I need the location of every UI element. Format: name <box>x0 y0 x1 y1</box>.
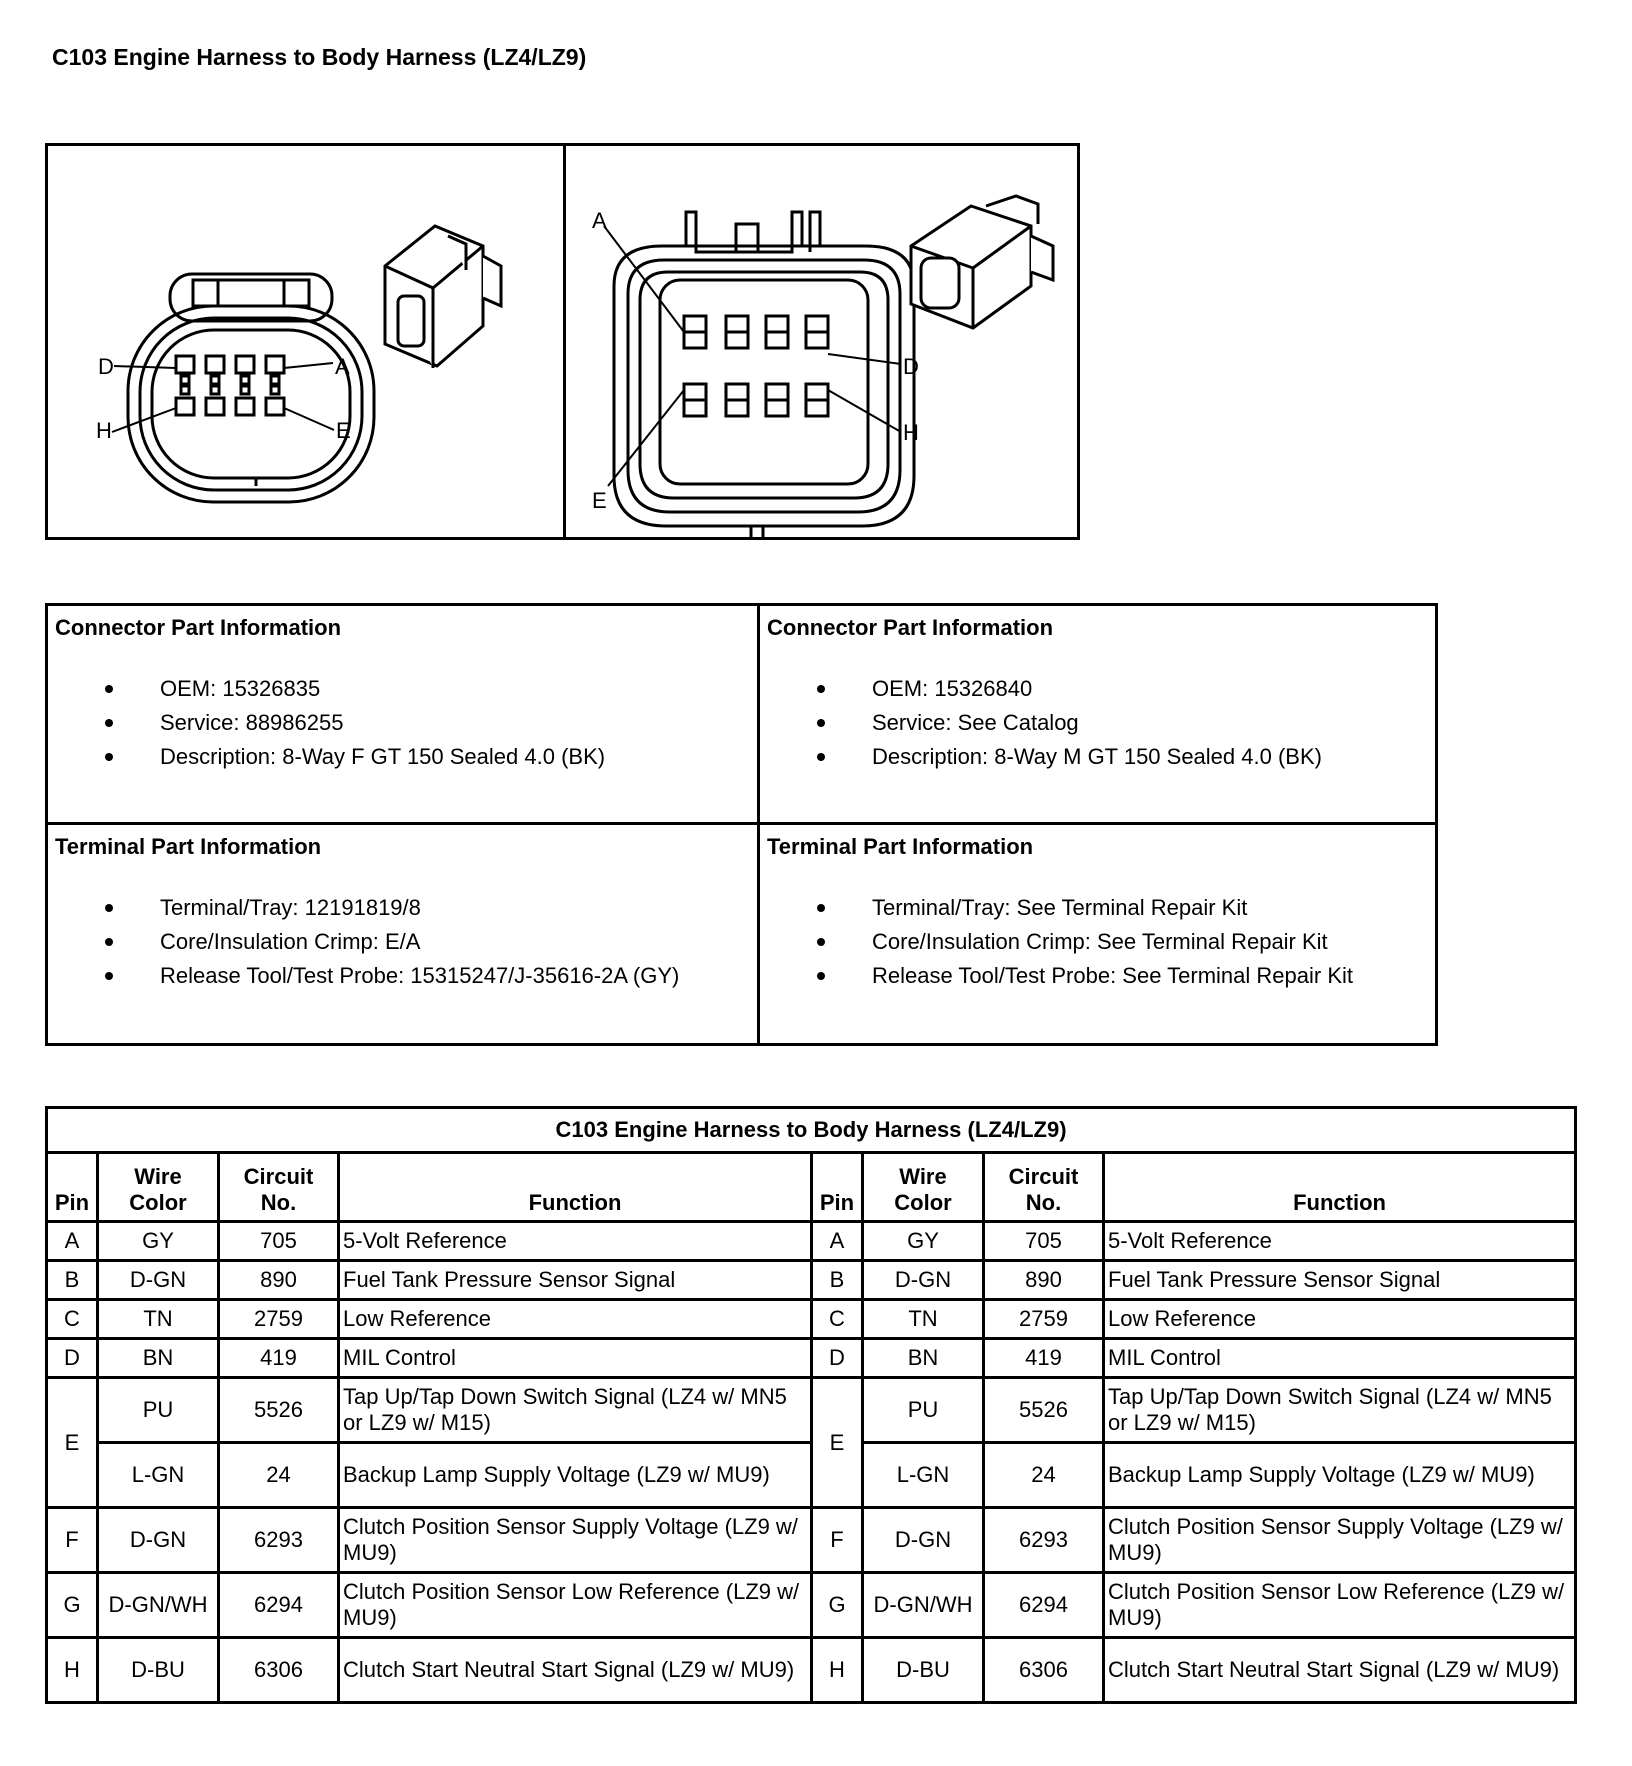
label-d: D <box>98 354 114 379</box>
circuit-cell: 5526 <box>984 1378 1104 1443</box>
pin-cell: C <box>812 1300 863 1339</box>
connector-illustration <box>45 143 1080 540</box>
list-item: Terminal/Tray: See Terminal Repair Kit <box>817 891 1353 925</box>
function-cell: Fuel Tank Pressure Sensor Signal <box>339 1261 812 1300</box>
label-e: E <box>592 488 607 513</box>
function-cell: 5-Volt Reference <box>339 1222 812 1261</box>
table-row <box>47 1339 1576 1378</box>
pin-header: Pin <box>812 1153 863 1222</box>
label-h: H <box>903 420 919 445</box>
pin-cell: B <box>812 1261 863 1300</box>
wire-color-cell: GY <box>863 1222 984 1261</box>
function-cell: Backup Lamp Supply Voltage (LZ9 w/ MU9) <box>339 1443 812 1508</box>
wire-color-cell: D-GN <box>863 1261 984 1300</box>
wire-color-header: Wire Color <box>863 1153 984 1222</box>
function-cell: 5-Volt Reference <box>1104 1222 1576 1261</box>
pin-cell: F <box>47 1508 98 1573</box>
female-connector-face <box>48 146 563 537</box>
wire-color-cell: L-GN <box>98 1443 219 1508</box>
pin-cell: A <box>47 1222 98 1261</box>
list-item: Release Tool/Test Probe: See Terminal Repair Kit <box>817 959 1353 993</box>
left-connector-info <box>48 606 757 822</box>
table-row <box>47 1300 1576 1339</box>
right-terminal-info <box>760 825 1435 1043</box>
table-header-row <box>47 1153 1576 1222</box>
wire-color-cell: D-BU <box>98 1638 219 1703</box>
page-title: C103 Engine Harness to Body Harness (LZ4/LZ9) <box>52 44 587 70</box>
table-caption: C103 Engine Harness to Body Harness (LZ4/LZ9) <box>47 1108 1576 1153</box>
circuit-cell: 6293 <box>984 1508 1104 1573</box>
pin-cell: D <box>812 1339 863 1378</box>
circuit-cell: 24 <box>219 1443 339 1508</box>
male-connector-face <box>566 146 1081 537</box>
connector-info-list <box>105 672 605 774</box>
terminal-info-list <box>105 891 679 993</box>
wire-color-cell: L-GN <box>863 1443 984 1508</box>
function-cell: Fuel Tank Pressure Sensor Signal <box>1104 1261 1576 1300</box>
pin-cell: E <box>47 1378 98 1508</box>
wire-color-cell: GY <box>98 1222 219 1261</box>
list-item: Description: 8-Way M GT 150 Sealed 4.0 (BK) <box>817 740 1322 774</box>
function-cell: Backup Lamp Supply Voltage (LZ9 w/ MU9) <box>1104 1443 1576 1508</box>
pin-cell: H <box>812 1638 863 1703</box>
circuit-cell: 2759 <box>984 1300 1104 1339</box>
wire-color-cell: D-BU <box>863 1638 984 1703</box>
label-h: H <box>96 418 112 443</box>
table-row <box>47 1573 1576 1638</box>
table-row <box>47 1443 1576 1508</box>
circuit-cell: 705 <box>219 1222 339 1261</box>
female-connector-perspective <box>385 226 501 368</box>
function-cell: Low Reference <box>1104 1300 1576 1339</box>
list-item: Terminal/Tray: 12191819/8 <box>105 891 679 925</box>
label-d: D <box>903 354 919 379</box>
table-row <box>47 1378 1576 1443</box>
circuit-header: Circuit No. <box>984 1153 1104 1222</box>
wire-color-cell: D-GN/WH <box>863 1573 984 1638</box>
circuit-cell: 705 <box>984 1222 1104 1261</box>
list-item: Release Tool/Test Probe: 15315247/J-35616-2A (GY) <box>105 959 679 993</box>
connector-info-heading: Connector Part Information <box>55 615 342 640</box>
circuit-cell: 890 <box>219 1261 339 1300</box>
pin-cell: D <box>47 1339 98 1378</box>
function-cell: Tap Up/Tap Down Switch Signal (LZ4 w/ MN5 or LZ9 w/ M15) <box>1104 1378 1576 1443</box>
connector-info-list <box>817 672 1322 774</box>
right-connector-info <box>760 606 1435 822</box>
list-item: Service: See Catalog <box>817 706 1322 740</box>
circuit-cell: 6294 <box>219 1573 339 1638</box>
function-cell: Clutch Position Sensor Low Reference (LZ9 w/ MU9) <box>339 1573 812 1638</box>
circuit-cell: 890 <box>984 1261 1104 1300</box>
pin-header: Pin <box>47 1153 98 1222</box>
terminal-info-list <box>817 891 1353 993</box>
function-cell: Clutch Start Neutral Start Signal (LZ9 w/ MU9) <box>339 1638 812 1703</box>
function-cell: Low Reference <box>339 1300 812 1339</box>
circuit-cell: 6306 <box>219 1638 339 1703</box>
list-item: OEM: 15326835 <box>105 672 605 706</box>
label-a: A <box>592 208 607 233</box>
table-row <box>47 1638 1576 1703</box>
function-cell: Clutch Position Sensor Supply Voltage (LZ9 w/ MU9) <box>339 1508 812 1573</box>
terminal-info-heading: Terminal Part Information <box>55 834 322 859</box>
table-row <box>47 1261 1576 1300</box>
wire-color-cell: D-GN <box>863 1508 984 1573</box>
part-information-grid <box>45 603 1438 1046</box>
circuit-cell: 6306 <box>984 1638 1104 1703</box>
label-e: E <box>336 418 351 443</box>
wire-color-cell: BN <box>863 1339 984 1378</box>
circuit-header: Circuit No. <box>219 1153 339 1222</box>
circuit-cell: 6293 <box>219 1508 339 1573</box>
wire-color-cell: TN <box>98 1300 219 1339</box>
wire-color-cell: D-GN/WH <box>98 1573 219 1638</box>
circuit-cell: 419 <box>219 1339 339 1378</box>
list-item: OEM: 15326840 <box>817 672 1322 706</box>
function-cell: MIL Control <box>339 1339 812 1378</box>
wire-color-header: Wire Color <box>98 1153 219 1222</box>
connector-info-heading: Connector Part Information <box>767 615 1054 640</box>
wire-color-cell: D-GN <box>98 1261 219 1300</box>
male-connector-perspective <box>911 196 1053 328</box>
wire-color-cell: D-GN <box>98 1508 219 1573</box>
circuit-cell: 6294 <box>984 1573 1104 1638</box>
function-cell: Clutch Start Neutral Start Signal (LZ9 w/ MU9) <box>1104 1638 1576 1703</box>
pin-cell: H <box>47 1638 98 1703</box>
pinout-table <box>45 1106 1577 1704</box>
circuit-cell: 5526 <box>219 1378 339 1443</box>
list-item: Core/Insulation Crimp: See Terminal Repair Kit <box>817 925 1353 959</box>
pin-cell: E <box>812 1378 863 1508</box>
list-item: Core/Insulation Crimp: E/A <box>105 925 679 959</box>
wire-color-cell: PU <box>98 1378 219 1443</box>
circuit-cell: 419 <box>984 1339 1104 1378</box>
function-cell: Tap Up/Tap Down Switch Signal (LZ4 w/ MN5 or LZ9 w/ M15) <box>339 1378 812 1443</box>
left-terminal-info <box>48 825 757 1043</box>
pin-cell: C <box>47 1300 98 1339</box>
pin-cell: F <box>812 1508 863 1573</box>
pin-cell: A <box>812 1222 863 1261</box>
pin-cell: B <box>47 1261 98 1300</box>
label-a: A <box>335 354 350 379</box>
wire-color-cell: PU <box>863 1378 984 1443</box>
wire-color-cell: BN <box>98 1339 219 1378</box>
list-item: Description: 8-Way F GT 150 Sealed 4.0 (BK) <box>105 740 605 774</box>
circuit-cell: 2759 <box>219 1300 339 1339</box>
table-row <box>47 1222 1576 1261</box>
circuit-cell: 24 <box>984 1443 1104 1508</box>
function-header: Function <box>1104 1153 1576 1222</box>
terminal-info-heading: Terminal Part Information <box>767 834 1034 859</box>
function-cell: MIL Control <box>1104 1339 1576 1378</box>
pin-cell: G <box>812 1573 863 1638</box>
wire-color-cell: TN <box>863 1300 984 1339</box>
function-header: Function <box>339 1153 812 1222</box>
function-cell: Clutch Position Sensor Low Reference (LZ9 w/ MU9) <box>1104 1573 1576 1638</box>
list-item: Service: 88986255 <box>105 706 605 740</box>
function-cell: Clutch Position Sensor Supply Voltage (LZ9 w/ MU9) <box>1104 1508 1576 1573</box>
table-row <box>47 1508 1576 1573</box>
figure-divider <box>563 146 566 537</box>
pin-cell: G <box>47 1573 98 1638</box>
